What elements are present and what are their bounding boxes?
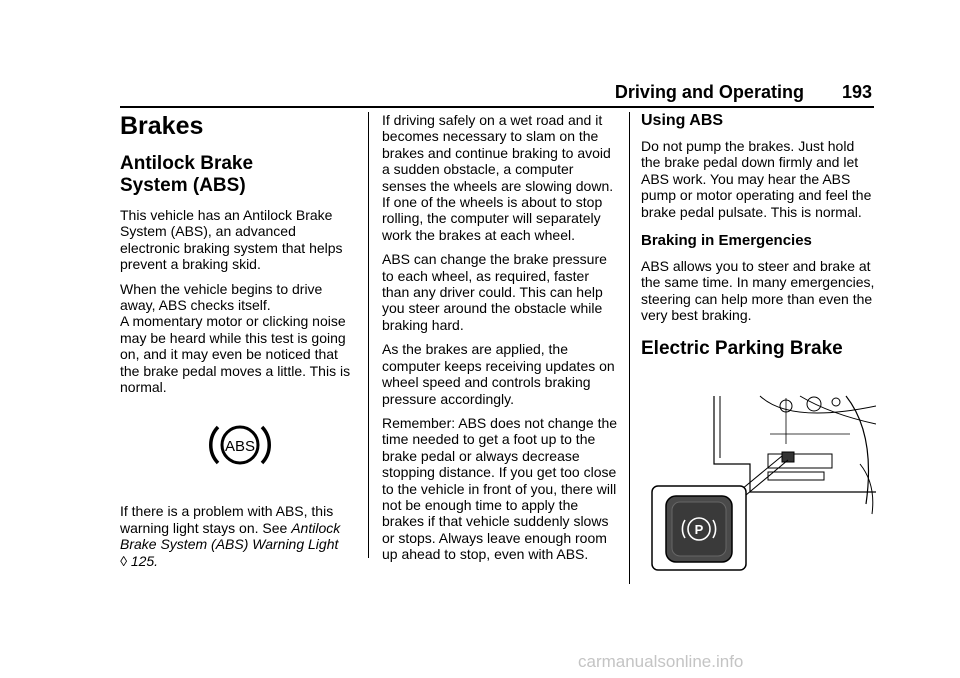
paragraph-abs-warning-text: If there is a problem with ABS, this warning light stays on. See — [120, 503, 334, 536]
abs-icon-label: ABS — [224, 438, 256, 456]
paragraph-abs-check — [120, 281, 358, 396]
paragraph-abs-check-line1: When the vehicle begins to drive away, ABS checks itself. — [120, 280, 323, 314]
abs-warning-light-icon — [208, 421, 272, 469]
paragraph-updates: As the brakes are applied, the computer keeps receiving updates on wheel speed and controls braking pressure accordingly. — [382, 341, 615, 407]
heading-abs — [120, 153, 358, 197]
heading-brakes: Brakes — [120, 112, 204, 140]
heading-braking-emergencies: Braking in Emergencies — [641, 232, 812, 250]
reference-arrow-icon: ◊ — [120, 552, 131, 569]
parking-brake-illustration — [650, 394, 876, 574]
paragraph-abs-intro: This vehicle has an Antilock Brake System (ABS), an advanced electronic braking system that helps prevent a braking skid. — [120, 207, 343, 273]
heading-abs-line1: Antilock Brake — [120, 153, 254, 174]
paragraph-brake-pressure: ABS can change the brake pressure to each wheel, as required, faster than any driver could. This can help you steer around the obstacle while braking hard. — [382, 251, 607, 333]
column-divider-left — [368, 112, 369, 558]
paragraph-abs-warning — [120, 503, 358, 569]
page-header — [120, 82, 872, 103]
heading-using-abs: Using ABS — [641, 112, 724, 129]
paragraph-remember: Remember: ABS does not change the time needed to get a foot up to the brake pedal or always decrease stopping distance. If you get too close to the vehicle in front of you, there will not be enough time to apply the brakes if that vehicle suddenly slows or stops. Always leave enough room up ahead to stop, even with ABS. — [382, 414, 618, 563]
heading-electric-parking-brake: Electric Parking Brake — [641, 337, 843, 359]
column-3 — [641, 112, 877, 360]
header-rule — [120, 106, 874, 108]
heading-abs-line2: System (ABS) — [120, 175, 246, 196]
reference-abs-warning-light[interactable]: Antilock Brake System (ABS) Warning Light — [120, 519, 341, 553]
paragraph-abs-check-line2: A momentary motor or clicking noise may be heard while this test is going on, and it may even be noticed that the brake pedal moves a little. This is normal. — [120, 313, 351, 396]
section-title: Driving and Operating — [614, 82, 804, 102]
column-1 — [120, 112, 358, 577]
paragraph-wet-road: If driving safely on a wet road and it becomes necessary to slam on the brakes and continue braking to avoid a sudden obstacle, a computer senses the wheels are slowing down. If one of the wheels is about to stop rolling, the computer will separately work the brakes at each wheel. — [382, 112, 614, 243]
watermark: carmanualsonline.info — [578, 652, 744, 671]
parking-brake-icon-label: P — [694, 522, 704, 537]
column-2 — [382, 112, 618, 571]
paragraph-braking-emergencies: ABS allows you to steer and brake at the same time. In many emergencies, steering can help more than even the very best braking. — [641, 258, 875, 324]
column-divider-right — [629, 112, 630, 584]
paragraph-using-abs: Do not pump the brakes. Just hold the brake pedal down firmly and let ABS work. You may hear the ABS pump or motor operating and feel the brake pedal pulsate. This is normal. — [641, 138, 872, 220]
page-number: 193 — [841, 82, 872, 102]
reference-page[interactable]: 125. — [130, 552, 159, 569]
